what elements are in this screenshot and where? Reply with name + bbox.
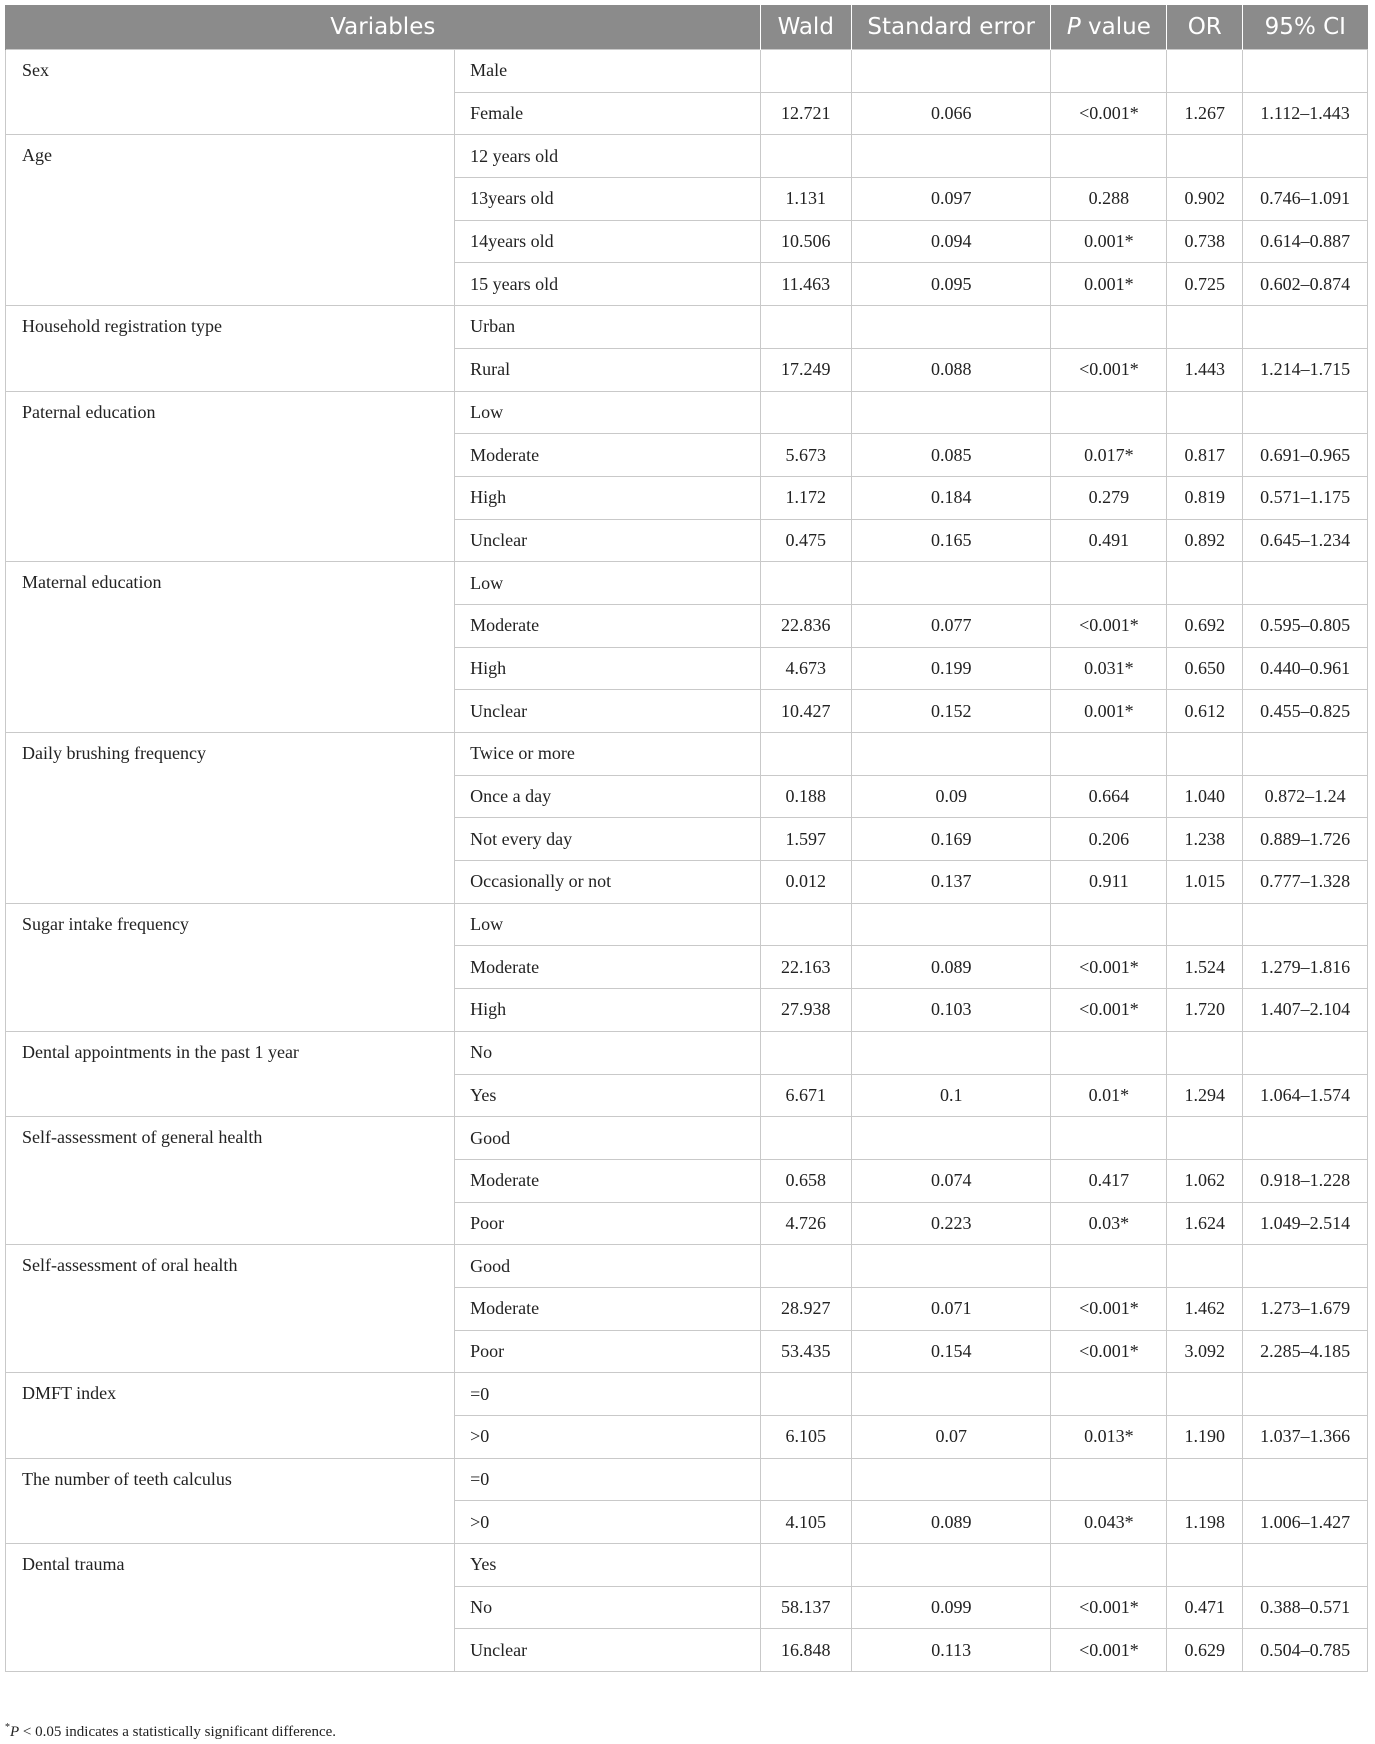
wald-cell: 11.463 xyxy=(760,263,851,306)
or-cell xyxy=(1167,1245,1243,1288)
or-cell: 1.267 xyxy=(1167,92,1243,135)
wald-cell: 0.012 xyxy=(760,861,851,904)
ci-cell xyxy=(1243,50,1368,93)
p-value-cell: <0.001* xyxy=(1051,1629,1167,1672)
level-cell: Moderate xyxy=(455,1287,760,1330)
table-row xyxy=(6,733,1368,776)
wald-cell: 0.658 xyxy=(760,1159,851,1202)
standard-error-cell xyxy=(851,1458,1051,1501)
wald-cell xyxy=(760,1245,851,1288)
p-value-cell: <0.001* xyxy=(1051,1586,1167,1629)
wald-cell: 58.137 xyxy=(760,1586,851,1629)
table-row xyxy=(6,562,1368,605)
level-cell: Yes xyxy=(455,1544,760,1587)
wald-cell: 0.188 xyxy=(760,775,851,818)
wald-cell: 4.673 xyxy=(760,647,851,690)
ci-cell xyxy=(1243,135,1368,178)
table-row xyxy=(6,1245,1368,1288)
table-row xyxy=(6,1458,1368,1501)
p-value-cell xyxy=(1051,1544,1167,1587)
p-value-cell: 0.013* xyxy=(1051,1416,1167,1459)
level-cell: Unclear xyxy=(455,690,760,733)
level-cell: Once a day xyxy=(455,775,760,818)
level-cell: Male xyxy=(455,50,760,93)
ci-cell xyxy=(1243,1544,1368,1587)
level-cell: Unclear xyxy=(455,519,760,562)
wald-cell xyxy=(760,135,851,178)
variable-name-cell: Daily brushing frequency xyxy=(6,733,455,904)
table-row xyxy=(6,903,1368,946)
p-value-cell xyxy=(1051,135,1167,178)
p-value-cell: 0.279 xyxy=(1051,476,1167,519)
standard-error-cell: 0.094 xyxy=(851,220,1051,263)
p-value-cell xyxy=(1051,733,1167,776)
standard-error-cell: 0.137 xyxy=(851,861,1051,904)
variable-name-cell: Household registration type xyxy=(6,306,455,391)
or-cell xyxy=(1167,1117,1243,1160)
standard-error-cell xyxy=(851,391,1051,434)
p-value-cell: <0.001* xyxy=(1051,989,1167,1032)
level-cell: No xyxy=(455,1586,760,1629)
table-row xyxy=(6,1117,1368,1160)
level-cell: Yes xyxy=(455,1074,760,1117)
level-cell: High xyxy=(455,647,760,690)
or-cell xyxy=(1167,135,1243,178)
variable-name-cell: Paternal education xyxy=(6,391,455,562)
ci-cell xyxy=(1243,306,1368,349)
standard-error-cell: 0.184 xyxy=(851,476,1051,519)
level-cell: 14years old xyxy=(455,220,760,263)
footnote-p-italic: P xyxy=(10,1724,20,1740)
or-cell: 0.725 xyxy=(1167,263,1243,306)
level-cell: 12 years old xyxy=(455,135,760,178)
standard-error-cell: 0.089 xyxy=(851,946,1051,989)
p-value-cell: <0.001* xyxy=(1051,92,1167,135)
table-row xyxy=(6,50,1368,93)
standard-error-cell xyxy=(851,1544,1051,1587)
or-cell: 1.062 xyxy=(1167,1159,1243,1202)
variable-name-cell: The number of teeth calculus xyxy=(6,1458,455,1543)
or-cell xyxy=(1167,903,1243,946)
or-cell xyxy=(1167,1031,1243,1074)
p-value-cell xyxy=(1051,1245,1167,1288)
p-value-cell: <0.001* xyxy=(1051,604,1167,647)
standard-error-cell xyxy=(851,1031,1051,1074)
standard-error-cell: 0.071 xyxy=(851,1287,1051,1330)
ci-cell: 2.285–4.185 xyxy=(1243,1330,1368,1373)
level-cell: Twice or more xyxy=(455,733,760,776)
standard-error-cell: 0.199 xyxy=(851,647,1051,690)
standard-error-cell xyxy=(851,1117,1051,1160)
p-value-cell: 0.043* xyxy=(1051,1501,1167,1544)
level-cell: Rural xyxy=(455,348,760,391)
p-value-cell xyxy=(1051,1117,1167,1160)
ci-cell: 1.279–1.816 xyxy=(1243,946,1368,989)
table-row xyxy=(6,1544,1368,1587)
ci-cell: 0.645–1.234 xyxy=(1243,519,1368,562)
table-row xyxy=(6,1373,1368,1416)
or-cell xyxy=(1167,562,1243,605)
wald-cell xyxy=(760,1373,851,1416)
p-value-cell: 0.001* xyxy=(1051,220,1167,263)
ci-cell: 0.614–0.887 xyxy=(1243,220,1368,263)
p-value-cell: 0.491 xyxy=(1051,519,1167,562)
standard-error-cell xyxy=(851,50,1051,93)
or-cell: 0.738 xyxy=(1167,220,1243,263)
wald-cell xyxy=(760,1458,851,1501)
or-cell: 1.462 xyxy=(1167,1287,1243,1330)
header-p-italic: P xyxy=(1066,14,1081,40)
wald-cell: 4.726 xyxy=(760,1202,851,1245)
ci-cell xyxy=(1243,1458,1368,1501)
or-cell: 1.198 xyxy=(1167,1501,1243,1544)
wald-cell: 22.163 xyxy=(760,946,851,989)
ci-cell: 0.746–1.091 xyxy=(1243,178,1368,221)
ci-cell: 0.504–0.785 xyxy=(1243,1629,1368,1672)
or-cell: 0.471 xyxy=(1167,1586,1243,1629)
p-value-cell xyxy=(1051,1373,1167,1416)
wald-cell: 6.105 xyxy=(760,1416,851,1459)
wald-cell: 10.506 xyxy=(760,220,851,263)
level-cell: Urban xyxy=(455,306,760,349)
variable-name-cell: Dental trauma xyxy=(6,1544,455,1672)
table-row xyxy=(6,391,1368,434)
standard-error-cell xyxy=(851,1373,1051,1416)
p-value-cell: 0.911 xyxy=(1051,861,1167,904)
wald-cell: 1.597 xyxy=(760,818,851,861)
level-cell: Not every day xyxy=(455,818,760,861)
wald-cell: 1.172 xyxy=(760,476,851,519)
ci-cell: 0.918–1.228 xyxy=(1243,1159,1368,1202)
regression-table xyxy=(5,5,1368,1672)
table-row xyxy=(6,1031,1368,1074)
standard-error-cell: 0.097 xyxy=(851,178,1051,221)
or-cell: 0.629 xyxy=(1167,1629,1243,1672)
header-row xyxy=(6,5,1368,50)
wald-cell: 22.836 xyxy=(760,604,851,647)
level-cell: Moderate xyxy=(455,604,760,647)
or-cell: 1.190 xyxy=(1167,1416,1243,1459)
ci-cell xyxy=(1243,562,1368,605)
wald-cell: 5.673 xyxy=(760,434,851,477)
variable-name-cell: Self-assessment of general health xyxy=(6,1117,455,1245)
or-cell: 0.612 xyxy=(1167,690,1243,733)
p-value-cell xyxy=(1051,562,1167,605)
ci-cell: 1.112–1.443 xyxy=(1243,92,1368,135)
or-cell: 1.720 xyxy=(1167,989,1243,1032)
level-cell: Low xyxy=(455,391,760,434)
variable-name-cell: Maternal education xyxy=(6,562,455,733)
header-p-rest: value xyxy=(1080,14,1151,40)
p-value-cell: 0.001* xyxy=(1051,263,1167,306)
standard-error-cell: 0.165 xyxy=(851,519,1051,562)
p-value-cell xyxy=(1051,391,1167,434)
table-row xyxy=(6,135,1368,178)
ci-cell: 1.214–1.715 xyxy=(1243,348,1368,391)
or-cell: 1.015 xyxy=(1167,861,1243,904)
standard-error-cell xyxy=(851,903,1051,946)
p-value-cell xyxy=(1051,1458,1167,1501)
or-cell: 1.238 xyxy=(1167,818,1243,861)
or-cell: 0.817 xyxy=(1167,434,1243,477)
standard-error-cell: 0.07 xyxy=(851,1416,1051,1459)
header-or: OR xyxy=(1167,5,1243,50)
level-cell: Low xyxy=(455,903,760,946)
wald-cell xyxy=(760,1117,851,1160)
ci-cell xyxy=(1243,391,1368,434)
ci-cell: 1.006–1.427 xyxy=(1243,1501,1368,1544)
ci-cell: 0.872–1.24 xyxy=(1243,775,1368,818)
level-cell: 13years old xyxy=(455,178,760,221)
or-cell xyxy=(1167,50,1243,93)
p-value-cell: <0.001* xyxy=(1051,946,1167,989)
or-cell: 1.524 xyxy=(1167,946,1243,989)
standard-error-cell xyxy=(851,1245,1051,1288)
level-cell: Low xyxy=(455,562,760,605)
level-cell: Female xyxy=(455,92,760,135)
p-value-cell: 0.03* xyxy=(1051,1202,1167,1245)
standard-error-cell: 0.113 xyxy=(851,1629,1051,1672)
variable-name-cell: Self-assessment of oral health xyxy=(6,1245,455,1373)
header-ci: 95% CI xyxy=(1243,5,1368,50)
wald-cell xyxy=(760,562,851,605)
p-value-cell: 0.206 xyxy=(1051,818,1167,861)
ci-cell: 0.602–0.874 xyxy=(1243,263,1368,306)
level-cell: Occasionally or not xyxy=(455,861,760,904)
standard-error-cell: 0.103 xyxy=(851,989,1051,1032)
ci-cell: 1.049–2.514 xyxy=(1243,1202,1368,1245)
ci-cell: 0.388–0.571 xyxy=(1243,1586,1368,1629)
level-cell: Poor xyxy=(455,1202,760,1245)
p-value-cell xyxy=(1051,1031,1167,1074)
variable-name-cell: Dental appointments in the past 1 year xyxy=(6,1031,455,1116)
p-value-cell: <0.001* xyxy=(1051,1330,1167,1373)
level-cell: 15 years old xyxy=(455,263,760,306)
ci-cell: 0.440–0.961 xyxy=(1243,647,1368,690)
wald-cell xyxy=(760,733,851,776)
standard-error-cell: 0.223 xyxy=(851,1202,1051,1245)
or-cell xyxy=(1167,1373,1243,1416)
or-cell xyxy=(1167,306,1243,349)
or-cell xyxy=(1167,391,1243,434)
wald-cell: 53.435 xyxy=(760,1330,851,1373)
ci-cell xyxy=(1243,1245,1368,1288)
variable-name-cell: Sugar intake frequency xyxy=(6,903,455,1031)
p-value-cell: 0.417 xyxy=(1051,1159,1167,1202)
ci-cell: 1.064–1.574 xyxy=(1243,1074,1368,1117)
variable-name-cell: Sex xyxy=(6,50,455,135)
ci-cell: 0.595–0.805 xyxy=(1243,604,1368,647)
ci-cell xyxy=(1243,733,1368,776)
standard-error-cell: 0.074 xyxy=(851,1159,1051,1202)
standard-error-cell: 0.077 xyxy=(851,604,1051,647)
table-header xyxy=(6,5,1368,50)
header-p-value xyxy=(1051,5,1167,50)
or-cell xyxy=(1167,1458,1243,1501)
regression-table-container xyxy=(5,5,1368,1672)
level-cell: Unclear xyxy=(455,1629,760,1672)
or-cell: 0.902 xyxy=(1167,178,1243,221)
ci-cell xyxy=(1243,903,1368,946)
standard-error-cell: 0.099 xyxy=(851,1586,1051,1629)
level-cell: >0 xyxy=(455,1501,760,1544)
or-cell xyxy=(1167,1544,1243,1587)
level-cell: Moderate xyxy=(455,1159,760,1202)
header-variables: Variables xyxy=(6,5,761,50)
ci-cell: 0.455–0.825 xyxy=(1243,690,1368,733)
or-cell: 1.040 xyxy=(1167,775,1243,818)
level-cell: High xyxy=(455,476,760,519)
wald-cell xyxy=(760,306,851,349)
ci-cell xyxy=(1243,1031,1368,1074)
standard-error-cell xyxy=(851,733,1051,776)
p-value-cell xyxy=(1051,50,1167,93)
level-cell: No xyxy=(455,1031,760,1074)
standard-error-cell: 0.089 xyxy=(851,1501,1051,1544)
wald-cell: 0.475 xyxy=(760,519,851,562)
ci-cell: 0.777–1.328 xyxy=(1243,861,1368,904)
level-cell: Moderate xyxy=(455,434,760,477)
standard-error-cell: 0.152 xyxy=(851,690,1051,733)
standard-error-cell: 0.088 xyxy=(851,348,1051,391)
level-cell: High xyxy=(455,989,760,1032)
standard-error-cell: 0.09 xyxy=(851,775,1051,818)
ci-cell: 0.691–0.965 xyxy=(1243,434,1368,477)
p-value-cell: 0.001* xyxy=(1051,690,1167,733)
level-cell: =0 xyxy=(455,1373,760,1416)
or-cell: 0.892 xyxy=(1167,519,1243,562)
wald-cell: 6.671 xyxy=(760,1074,851,1117)
p-value-cell xyxy=(1051,903,1167,946)
ci-cell: 1.407–2.104 xyxy=(1243,989,1368,1032)
ci-cell: 1.273–1.679 xyxy=(1243,1287,1368,1330)
table-row xyxy=(6,306,1368,349)
level-cell: Good xyxy=(455,1245,760,1288)
level-cell: >0 xyxy=(455,1416,760,1459)
standard-error-cell: 0.154 xyxy=(851,1330,1051,1373)
standard-error-cell xyxy=(851,135,1051,178)
footnote xyxy=(5,1722,336,1741)
p-value-cell: 0.031* xyxy=(1051,647,1167,690)
wald-cell: 16.848 xyxy=(760,1629,851,1672)
p-value-cell: <0.001* xyxy=(1051,348,1167,391)
standard-error-cell: 0.169 xyxy=(851,818,1051,861)
standard-error-cell: 0.095 xyxy=(851,263,1051,306)
wald-cell: 28.927 xyxy=(760,1287,851,1330)
wald-cell: 4.105 xyxy=(760,1501,851,1544)
ci-cell xyxy=(1243,1117,1368,1160)
wald-cell: 27.938 xyxy=(760,989,851,1032)
standard-error-cell: 0.066 xyxy=(851,92,1051,135)
variable-name-cell: DMFT index xyxy=(6,1373,455,1458)
table-body xyxy=(6,50,1368,1672)
ci-cell: 1.037–1.366 xyxy=(1243,1416,1368,1459)
header-wald: Wald xyxy=(760,5,851,50)
standard-error-cell xyxy=(851,306,1051,349)
wald-cell: 17.249 xyxy=(760,348,851,391)
level-cell: =0 xyxy=(455,1458,760,1501)
variable-name-cell: Age xyxy=(6,135,455,306)
wald-cell: 1.131 xyxy=(760,178,851,221)
ci-cell: 0.889–1.726 xyxy=(1243,818,1368,861)
or-cell: 0.819 xyxy=(1167,476,1243,519)
level-cell: Moderate xyxy=(455,946,760,989)
p-value-cell xyxy=(1051,306,1167,349)
header-standard-error: Standard error xyxy=(851,5,1051,50)
standard-error-cell xyxy=(851,562,1051,605)
or-cell: 0.692 xyxy=(1167,604,1243,647)
or-cell: 1.624 xyxy=(1167,1202,1243,1245)
wald-cell: 12.721 xyxy=(760,92,851,135)
or-cell xyxy=(1167,733,1243,776)
p-value-cell: 0.664 xyxy=(1051,775,1167,818)
ci-cell: 0.571–1.175 xyxy=(1243,476,1368,519)
wald-cell: 10.427 xyxy=(760,690,851,733)
wald-cell xyxy=(760,391,851,434)
p-value-cell: 0.017* xyxy=(1051,434,1167,477)
or-cell: 1.294 xyxy=(1167,1074,1243,1117)
wald-cell xyxy=(760,1544,851,1587)
wald-cell xyxy=(760,903,851,946)
p-value-cell: 0.01* xyxy=(1051,1074,1167,1117)
wald-cell xyxy=(760,1031,851,1074)
p-value-cell: 0.288 xyxy=(1051,178,1167,221)
or-cell: 0.650 xyxy=(1167,647,1243,690)
or-cell: 1.443 xyxy=(1167,348,1243,391)
level-cell: Good xyxy=(455,1117,760,1160)
wald-cell xyxy=(760,50,851,93)
ci-cell xyxy=(1243,1373,1368,1416)
standard-error-cell: 0.085 xyxy=(851,434,1051,477)
standard-error-cell: 0.1 xyxy=(851,1074,1051,1117)
footnote-marker: * xyxy=(5,1722,10,1733)
footnote-text: < 0.05 indicates a statistically significant difference. xyxy=(19,1724,337,1740)
or-cell: 3.092 xyxy=(1167,1330,1243,1373)
p-value-cell: <0.001* xyxy=(1051,1287,1167,1330)
level-cell: Poor xyxy=(455,1330,760,1373)
